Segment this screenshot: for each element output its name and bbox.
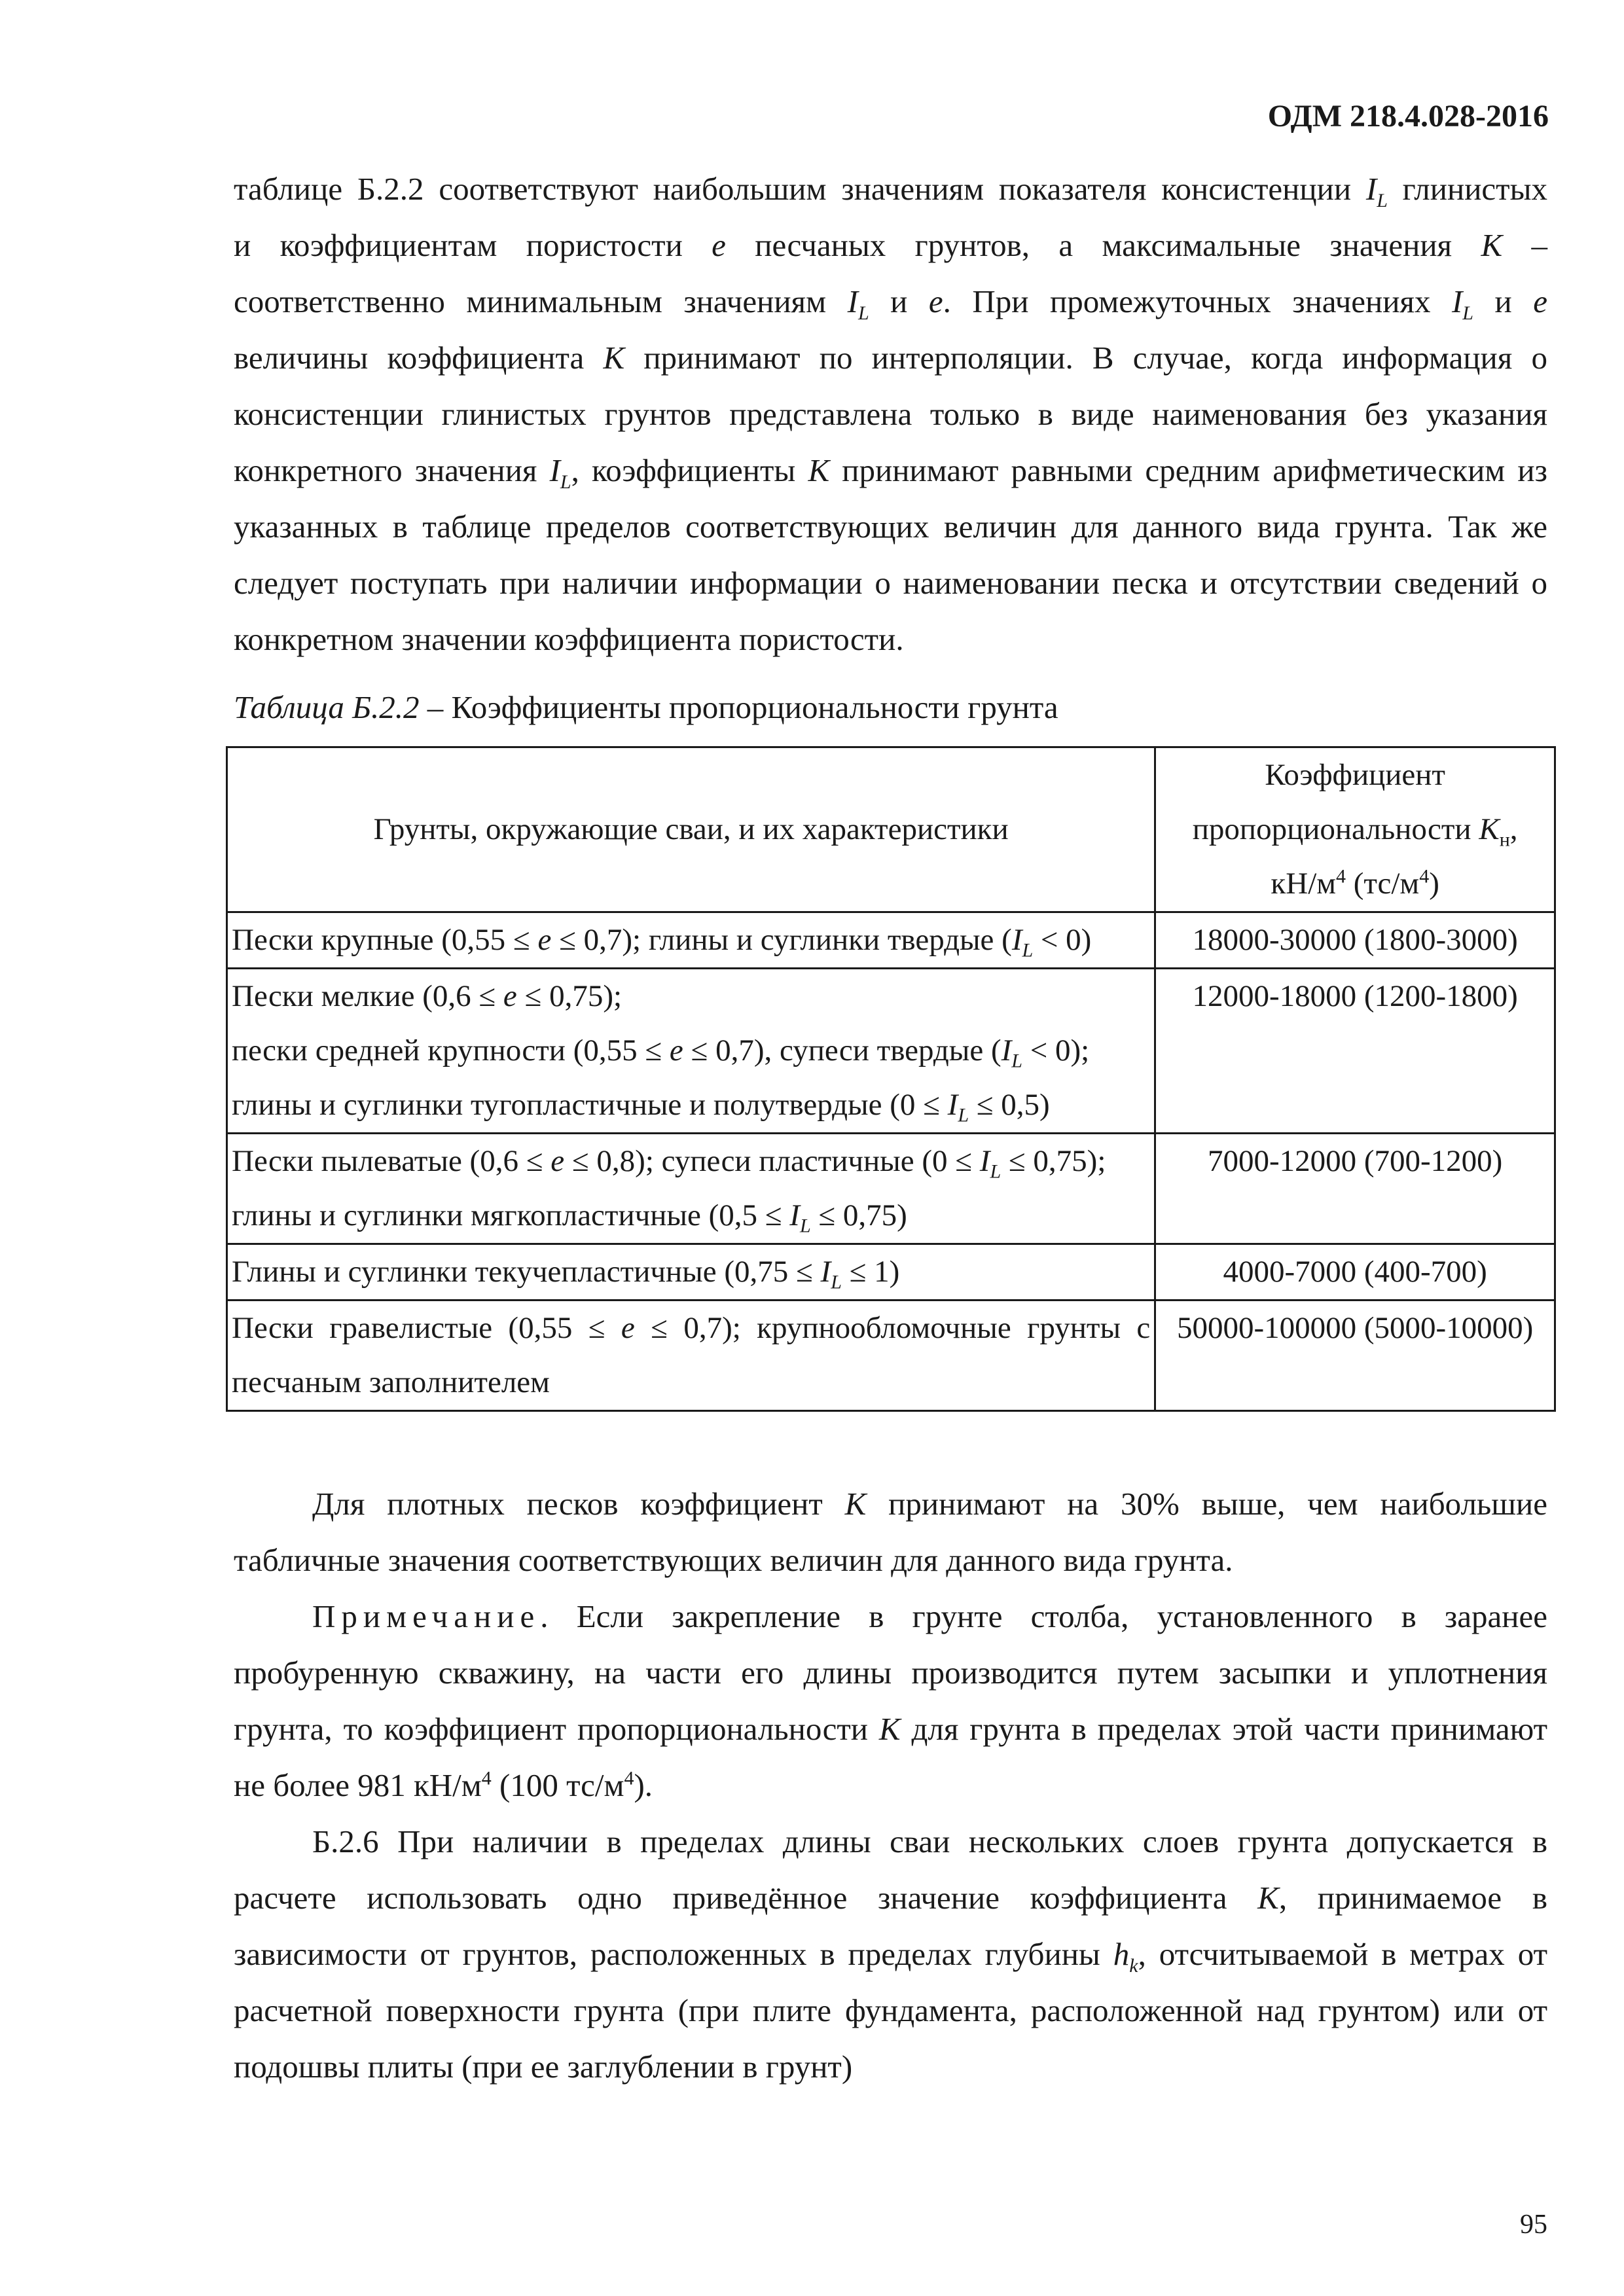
document-id-header: ОДМ 218.4.028-2016 (1267, 99, 1549, 134)
coefficient-value: 4000-7000 (400-700) (1155, 1244, 1555, 1300)
note-paragraph: Примечание. Если закрепление в грунте столба, установленного в заранее пробуренную скважину, на части его длины производится путем засыпки и уплотнения грунта, то коэффициент пропорциональности K для грунта в пределах этой части принимают не более 981 $кН/м^4$ (100 $тс/м^4$). (234, 1598, 1547, 1803)
table-header-row (227, 747, 1555, 912)
table-caption: Таблица Б.2.2 – Коэффициенты пропорциональности грунта (234, 689, 1058, 725)
page-number: 95 (1520, 2210, 1547, 2240)
table-row (227, 1134, 1555, 1244)
soil-description: Глины и суглинки текучепластичные $(0,75 \le I_L \le 1)$ (227, 1244, 1155, 1300)
soil-description: Пески гравелистые (0,55 ≤ e ≤ 0,7); крупнообломочные грунты с песчаным заполнителем (227, 1300, 1155, 1411)
coefficient-value: 18000-30000 (1800-3000) (1155, 912, 1555, 969)
soil-description: Пески крупные (0,55 ≤ e ≤ 0,7); глины и суглинки твердые $(I_L < 0)$ (227, 912, 1155, 969)
coefficient-value: 50000-100000 (5000-10000) (1155, 1300, 1555, 1411)
paragraph-intro: таблице Б.2.2 соответствуют наибольшим значениям показателя консистенции $I_L$ глинистых и коэффициентам пористости e песчаных грунтов, а максимальные значения K – соответственно минимальным значениям $I_L$ и e. При промежуточных значениях $I_L$ и e величины коэффициента K принимают по интерполяции. В случае, когда информация о консистенции глинистых грунтов представлена только в виде наименования без указания конкретного значения $I_L$, коэффициенты K принимают равными средним арифметическим из указанных в таблице пределов соответствующих величин для данного вида грунта. Так же следует поступать при наличии информации о наименовании песка и отсутствии сведений о конкретном значении коэффициента пористости. (234, 171, 1548, 657)
coefficient-value: 7000-12000 (700-1200) (1155, 1134, 1555, 1244)
soil-description: Пески пылеватые (0,6 ≤ e ≤ 0,8); супеси пластичные $(0 \le I_L \le 0,75)$; глины и суглинки мягкопластичные $(0,5 \le I_L \le 0,75)$ (227, 1134, 1155, 1244)
soil-description: Пески мелкие (0,6 ≤ e ≤ 0,75); пески средней крупности (0,55 ≤ e ≤ 0,7), супеси твердые $(I_L < 0)$; глины и суглинки тугопластичные и полутвердые $(0 \le I_L \le 0,5)$ (227, 969, 1155, 1134)
proportionality-table (226, 746, 1556, 1412)
table-row (227, 912, 1555, 969)
paragraph-dense-sands: Для плотных песков коэффициент K принимают на 30% выше, чем наибольшие табличные значения соответствующих величин для данного вида грунта. (234, 1486, 1547, 1578)
table-row (227, 1244, 1555, 1300)
table-row (227, 969, 1555, 1134)
header-coefficient: Коэффициент пропорциональности $K_н$, $кН/м^4$ $(тс/м^4)$ (1155, 747, 1555, 912)
table-row (227, 1300, 1555, 1411)
coefficient-value: 12000-18000 (1200-1800) (1155, 969, 1555, 1134)
paragraph-b26: Б.2.6 При наличии в пределах длины сваи нескольких слоев грунта допускается в расчете использовать одно приведённое значение коэффициента K, принимаемое в зависимости от грунтов, расположенных в пределах глубины $h_k$, отсчитываемой в метрах от расчетной поверхности грунта (при плите фундамента, расположенной над грунтом) или от подошвы плиты (при ее заглублении в грунт) (234, 1823, 1547, 2085)
header-soils: Грунты, окружающие сваи, и их характеристики (227, 747, 1155, 912)
note-label: Примечание (312, 1598, 541, 1634)
